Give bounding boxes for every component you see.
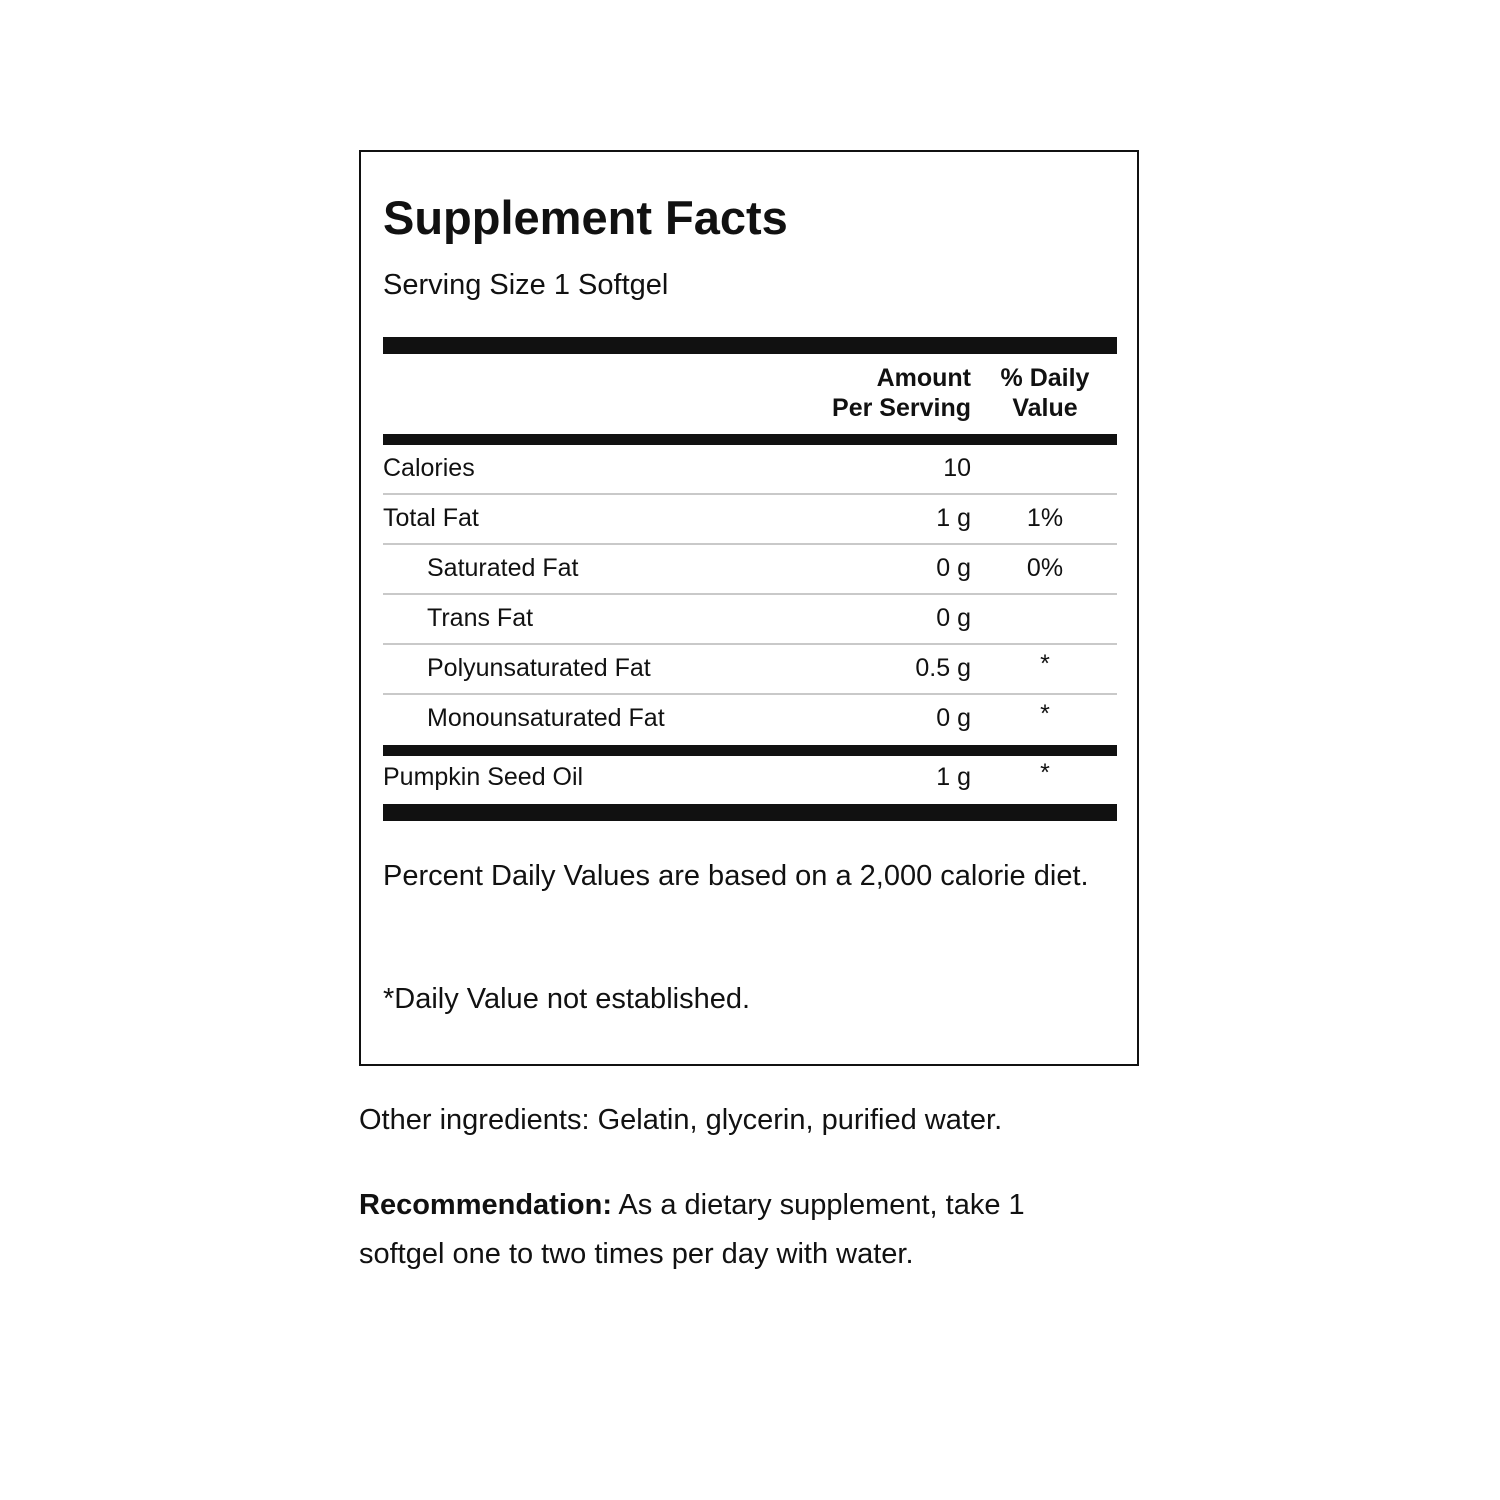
thick-divider-header (383, 434, 1117, 445)
amount-header-line1: Amount (876, 364, 971, 392)
daily-value-header (995, 363, 1095, 423)
nutrient-name: Pumpkin Seed Oil (383, 763, 584, 791)
nutrient-row-total-fat (383, 495, 1117, 545)
nutrient-row-polyunsaturated-fat (383, 645, 1117, 695)
amount-per-serving-header (832, 363, 971, 423)
nutrient-dv: * (1040, 700, 1050, 728)
nutrient-name: Saturated Fat (427, 554, 579, 582)
nutrient-dv: * (1040, 650, 1050, 678)
supplement-facts-panel (359, 150, 1139, 1066)
amount-header-line2: Per Serving (832, 394, 971, 422)
nutrient-row-saturated-fat (383, 545, 1117, 595)
dv-header-line1: % Daily (1000, 364, 1090, 392)
panel-title: Supplement Facts (383, 191, 788, 244)
serving-size: Serving Size 1 Softgel (383, 269, 669, 301)
nutrient-dv: * (1040, 759, 1050, 787)
not-established-footnote: *Daily Value not established. (383, 983, 751, 1015)
recommendation-text: As a dietary supplement, take 1 softgel one to two times per day with water. (359, 1189, 1025, 1270)
nutrient-row-monounsaturated-fat (383, 695, 1117, 745)
nutrient-dv: 0% (1026, 554, 1064, 582)
nutrient-name: Monounsaturated Fat (427, 704, 665, 732)
daily-value-footnote: Percent Daily Values are based on a 2,000 calorie diet. (383, 860, 1089, 892)
nutrient-name: Calories (383, 454, 475, 482)
nutrient-amount: 0 g (936, 604, 971, 632)
nutrient-amount: 0 g (936, 554, 971, 582)
nutrient-row-calories (383, 445, 1117, 495)
nutrient-row-trans-fat (383, 595, 1117, 645)
nutrient-row-pumpkin-seed-oil (383, 754, 1117, 804)
nutrient-amount: 10 (943, 454, 971, 482)
dv-header-line2: Value (1012, 394, 1078, 422)
nutrient-amount: 0.5 g (915, 654, 971, 682)
thick-divider-bottom (383, 804, 1117, 821)
nutrient-dv: 1% (1026, 504, 1064, 532)
other-ingredients: Other ingredients: Gelatin, glycerin, purified water. (359, 1104, 1003, 1136)
nutrient-amount: 0 g (936, 704, 971, 732)
nutrient-name: Total Fat (383, 504, 479, 532)
thick-divider-top (383, 337, 1117, 354)
nutrient-amount: 1 g (936, 504, 971, 532)
recommendation (359, 1181, 1089, 1279)
nutrient-name: Trans Fat (427, 604, 534, 632)
recommendation-label: Recommendation: (359, 1189, 612, 1221)
nutrient-amount: 1 g (936, 763, 971, 791)
nutrient-name: Polyunsaturated Fat (427, 654, 651, 682)
